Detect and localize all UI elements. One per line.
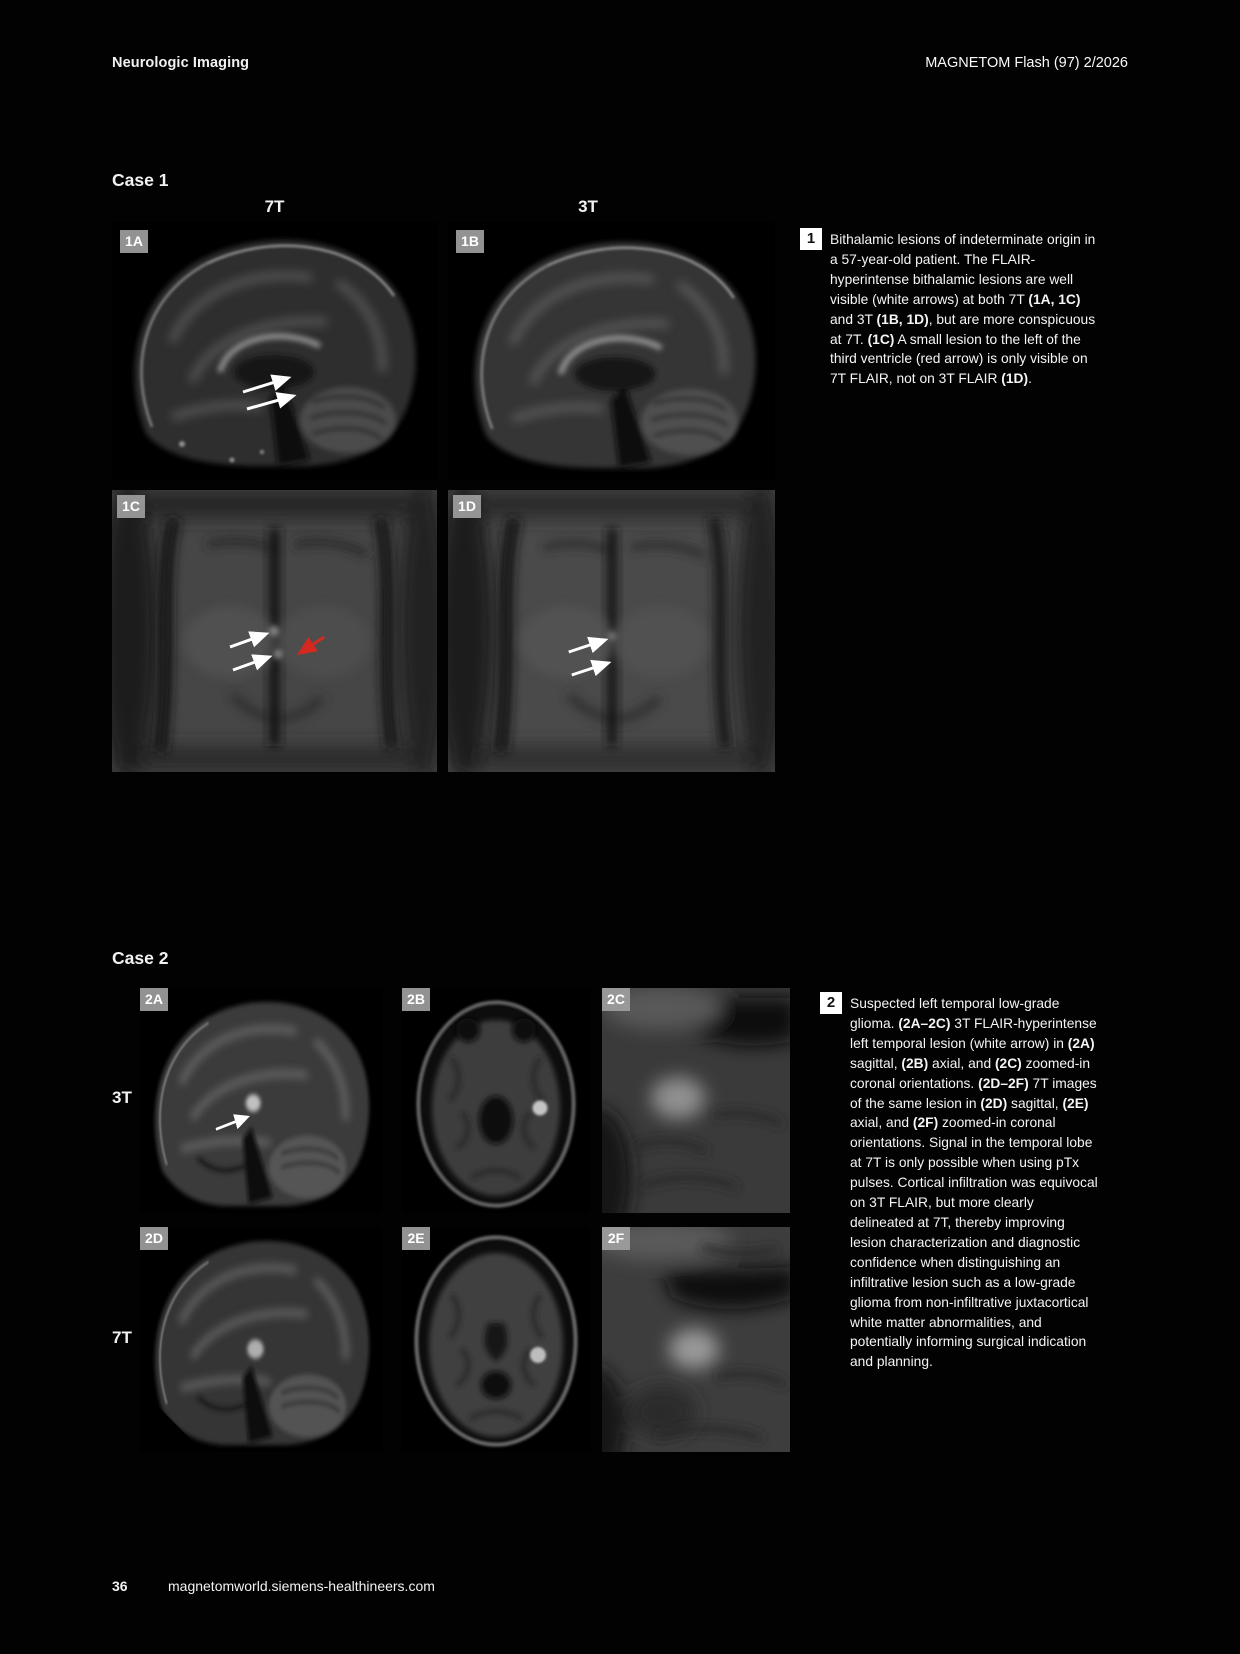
mri-zoom-illustration [112,490,437,772]
figure2-number-badge: 2 [820,992,842,1014]
case1-column-label-7t: 7T [264,197,285,216]
lesion-highlight [246,1094,261,1111]
image-label-badge: 1A [120,230,148,253]
footer-url: magnetomworld.siemens-healthineers.com [168,1578,435,1594]
mri-image-1c [112,490,437,772]
case1-title: Case 1 [112,170,169,190]
brain-illustration [416,1237,576,1445]
brain-illustration [418,1002,574,1206]
case2-title: Case 2 [112,948,169,968]
lesion-highlight [651,1077,705,1119]
image-label-badge: 2C [602,988,630,1011]
mri-zoom-illustration [602,988,790,1213]
mri-image-1d [448,490,775,772]
header-issue-title: MAGNETOM Flash (97) 2/2026 [925,55,1128,71]
page-number: 36 [112,1578,128,1594]
lesion-highlight [247,1340,263,1359]
mri-axial-illustration [402,988,590,1213]
image-label-badge: 2B [402,988,430,1011]
mri-sagittal-illustration [448,222,775,480]
mri-axial-illustration [402,1227,590,1452]
mri-sagittal-illustration [112,222,437,480]
image-label-badge: 1B [456,230,484,253]
image-label-badge: 2D [140,1227,168,1250]
mri-image-1a [112,222,437,480]
lesion-highlight [669,1329,719,1369]
case2-row-label-7t: 7T [112,1328,132,1347]
mri-image-2e [402,1227,590,1452]
lesion-highlight [530,1347,546,1363]
header-section-title: Neurologic Imaging [112,55,250,71]
mri-image-2a [140,988,382,1213]
mri-image-1b [448,222,775,480]
mri-image-2f [602,1227,790,1452]
figure1-caption: Bithalamic lesions of indeterminate origin in a 57-year-old patient. The FLAIR-hyperintense bithalamic lesions are well visible (white arrows) at both 7T (1A, 1C) and 3T (1B, 1D), but are more conspicuous at 7T. (1C) A small lesion to the left of the third ventricle (red arrow) is only visible on 7T FLAIR, not on 3T FLAIR (1D). [830,232,1096,387]
mri-image-2b [402,988,590,1213]
mri-sagittal-illustration [140,1227,382,1452]
mri-sagittal-illustration [140,988,382,1213]
image-label-badge: 2F [602,1227,630,1250]
image-label-badge: 1D [453,495,481,518]
image-label-badge: 2A [140,988,168,1011]
image-label-badge: 2E [402,1227,430,1250]
figure2-caption: Suspected left temporal low-grade glioma. (2A–2C) 3T FLAIR-hyperintense left temporal lesion (white arrow) in (2A) sagittal, (2B) axial, and (2C) zoomed-in coronal orientations. (2D–2F) 7T images of the same lesion in (2D) sagittal, (2E) axial, and (2F) zoomed-in coronal orientations. Signal in the temporal lobe at 7T is only possible when using pTx pulses. Cortical infiltration was equivocal on 3T FLAIR, but more clearly delineated at 7T, thereby improving lesion characterization and diagnostic confidence when distinguishing an infiltrative lesion such as a low-grade glioma from non-infiltrative juxtacortical white matter abnormalities, and potentially informing surgical indication and planning. [850,996,1098,1370]
case2-row-label-3t: 3T [112,1088,132,1107]
mri-zoom-illustration [448,490,775,772]
lesion-highlight [533,1101,548,1116]
mri-image-2d [140,1227,382,1452]
image-label-badge: 1C [117,495,145,518]
case1-column-label-3t: 3T [578,197,598,216]
mri-zoom-illustration [602,1227,790,1452]
figure1-number-badge: 1 [800,228,822,250]
mri-image-2c [602,988,790,1213]
